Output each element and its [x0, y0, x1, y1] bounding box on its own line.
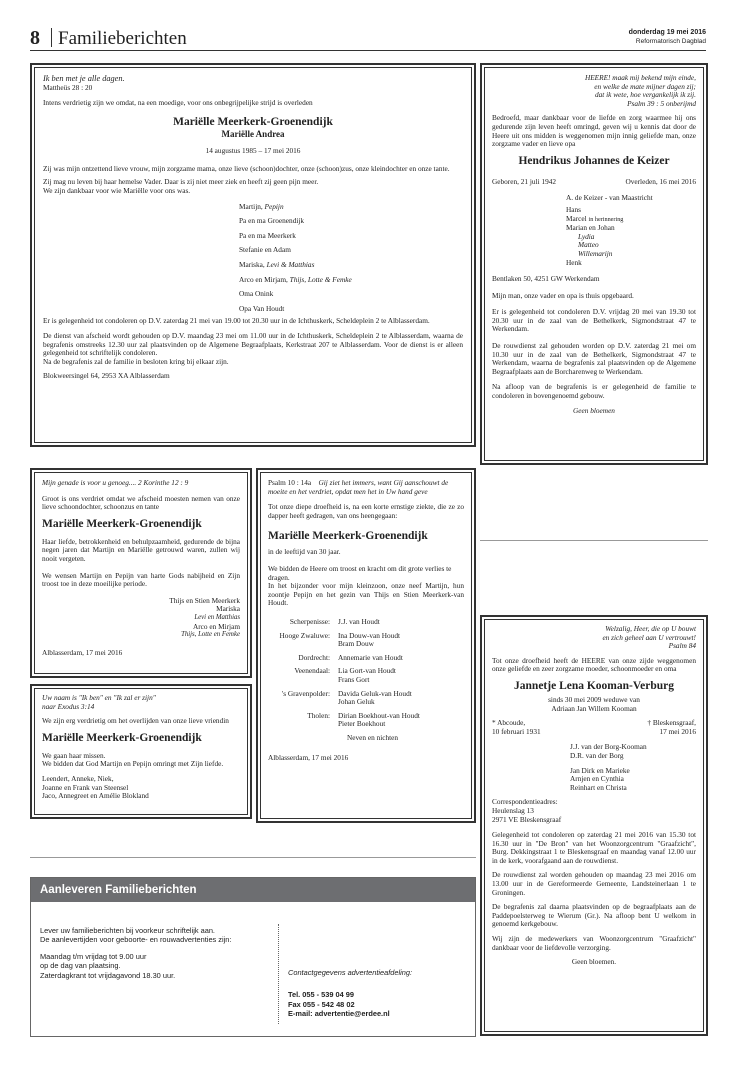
- death-notice-marielle-inlaws: [30, 468, 252, 678]
- relative-row: [268, 654, 464, 663]
- info-line: op de dag van plaatsing.: [40, 961, 121, 971]
- intro-text: We zijn erg verdrietig om het overlijden van onze lieve vriendin: [42, 716, 229, 726]
- page-number: 8: [30, 27, 40, 49]
- signature-list: [42, 597, 240, 640]
- signature: Levi en Matthias: [194, 613, 240, 621]
- column-divider: [480, 540, 708, 541]
- deceased-name: Mariëlle Meerkerk-Groenendijk: [268, 530, 428, 543]
- intro-text: Bedroefd, maar dankbaar voor de liefde en zorg waarmee hij ons gedurende zijn leven heeft omringd, geven wij u kennis dat door de Heere uit ons midden is weggenomen mijn innig geliefde man, onze zorgzame vader en lieve opa: [492, 113, 696, 149]
- signature: Thijs en Stien Meerkerk: [169, 595, 240, 605]
- service-info: De rouwdienst zal gehouden worden op D.V. zaterdag 21 mei om 10.30 uur in de zaal van de Bethelkerk, Sigmondstraat 47 te Werkendam, waarna de begrafenis zal plaatsvinden op de Algemene Begraafplaats aan de Borcharenweg te Werkendam.: [492, 341, 696, 376]
- page-header: [30, 26, 706, 52]
- relative-place: Hooge Zwaluwe:: [279, 630, 330, 640]
- death-notice-marielle-relatives: [256, 468, 476, 823]
- condolence-info: Er is gelegenheid tot condoleren op D.V. zaterdag 21 mei van 19.00 tot 20.30 uur in de Ichthuskerk, Scheldeplein 2 te Alblasserdam.: [43, 316, 430, 326]
- signature: Mariska: [216, 604, 240, 614]
- column-divider: [30, 857, 476, 858]
- header-divider: [51, 28, 52, 47]
- text-paragraph: Zij mag nu leven bij haar hemelse Vader. Daar is zij niet meer ziek en heeft zij geen pijn meer.: [43, 177, 319, 187]
- family-member: Pa en ma Groenendijk: [239, 216, 305, 226]
- info-line: Maandag t/m vrijdag tot 9.00 uur: [40, 951, 147, 961]
- info-title: Aanleveren Familieberichten: [40, 884, 197, 896]
- relative-place: Dordrecht:: [298, 652, 330, 662]
- family-member: Reinhart en Christa: [570, 782, 627, 792]
- bible-quote: Mijn genade is voor u genoeg.... 2 Korinthe 12 : 9: [42, 478, 189, 487]
- deceased-name: Mariëlle Meerkerk-Groenendijk: [173, 116, 333, 129]
- closing-note: Geen bloemen: [573, 405, 615, 415]
- deceased-name: Hendrikus Johannes de Keizer: [518, 154, 670, 167]
- info-title-bar: [31, 878, 475, 902]
- header-date: donderdag 19 mei 2016: [628, 29, 706, 36]
- info-line: Lever uw familieberichten bij voorkeur schriftelijk aan.: [40, 926, 215, 935]
- bible-quote: HEERE! maak mij bekend mijn einde, en welke de mate mijner dagen zij; dat ik wete, hoe vergankelijk ik zij.: [584, 73, 696, 100]
- relative-row: [268, 667, 464, 684]
- intro-text: Tot onze diepe droefheid is, na een korte ernstige ziekte, die ze zo dapper heeft gedragen, van ons heengegaan:: [268, 502, 464, 520]
- section-title: Familieberichten: [58, 28, 187, 49]
- signature: Joanne en Frank van Steensel: [42, 782, 129, 792]
- bible-reference: Psalm 10 : 14a: [268, 478, 312, 487]
- bible-quote-block: [268, 479, 464, 496]
- widow: A. de Keizer - van Maastricht: [566, 193, 653, 203]
- bible-quote: Ik ben met je alle dagen.: [43, 74, 125, 83]
- contact-fax: Fax 055 - 542 48 02: [288, 999, 355, 1009]
- text-paragraph: We zijn dankbaar voor wie Mariëlle voor ons was.: [43, 185, 191, 195]
- family-member: Arnjen en Cynthia: [570, 774, 624, 784]
- info-line: Zaterdagkrant tot vrijdagavond 18.30 uur.: [40, 970, 176, 980]
- address: Blokweersingel 64, 2953 XA Alblasserdam: [43, 371, 170, 381]
- text-paragraph: We bidden dat God Martijn en Pepijn omringt met Zijn liefde.: [42, 759, 224, 769]
- family-member: Opa Van Houdt: [239, 303, 285, 313]
- service-info: De dienst van afscheid wordt gehouden op D.V. maandag 23 mei om 11.00 uur in de Ichthuskerk, Scheldeplein 2 te Alblasserdam, waarna de begrafenis omstreeks 12.30 uur zal plaatsvinden op de Algemene Begraafplaats, Kerkstraat 207 te Alblasserdam. Voor de dienst is er alleen gelegenheid tot schriftelijk condoleren.: [43, 330, 463, 358]
- text-paragraph: Zij was mijn ontzettend lieve vrouw, mijn zorgzame mama, onze lieve (schoon)dochter, onze (schoon)zus, onze kleindochter en onze tante.: [43, 163, 450, 173]
- signature: Thijs, Lotte en Femke: [181, 631, 240, 639]
- bible-reference: Psalm 39 : 5 onberijmd: [627, 98, 696, 108]
- relative-place: Tholen:: [307, 710, 330, 720]
- place-date: Alblasserdam, 17 mei 2016: [42, 647, 123, 657]
- birth-place: * Abcoude,: [492, 718, 526, 728]
- memorial-note: in herinnering: [588, 215, 624, 223]
- birth-date: 10 februari 1931: [492, 726, 541, 736]
- grandchild: Lydia: [578, 231, 595, 241]
- correspondence-label: Correspondentieadres:: [492, 797, 558, 807]
- child: Marian en Johan: [566, 223, 615, 233]
- closing-note: Geen bloemen.: [571, 957, 617, 967]
- relative-names: Annemarie van Houdt: [338, 652, 403, 662]
- relative-row: [268, 712, 464, 729]
- text-paragraph: Mijn man, onze vader en opa is thuis opgebaard.: [492, 290, 634, 300]
- condolence-info: Gelegenheid tot condoleren op zaterdag 21 mei 2016 van 15.30 tot 16.30 uur in "De Bron" van het Woonzorgcentrum "Graafzicht", Burg. Dekkingstraat 1 te Bleskensgraaf en maandag vanaf 12.00 uur in de kerk, voorafgaand aan de rouwdienst.: [492, 830, 696, 865]
- header-paper: Reformatorisch Dagblad: [635, 38, 706, 45]
- relative-place: Scherpenisse:: [289, 616, 330, 626]
- death-notice-marielle-friends: [30, 684, 252, 819]
- deceased-name: Mariëlle Meerkerk-Groenendijk: [42, 517, 202, 530]
- death-notice-jannetje: [480, 615, 708, 1036]
- text-paragraph: We wensen Martijn en Pepijn van harte Gods nabijheid en Zijn troost toe in deze moeilijke periode.: [42, 570, 240, 589]
- death-date: 17 mei 2016: [659, 726, 696, 736]
- relative-names: Davida Geluk-van Houdt Johan Geluk: [338, 688, 412, 707]
- info-divider: [278, 924, 279, 1024]
- contact-phone[interactable]: Tel. 055 - 539 04 99: [288, 990, 355, 1000]
- death-notice-hendrikus: [480, 63, 708, 465]
- death-notice-marielle-family: [30, 63, 476, 447]
- place-date: Alblasserdam, 17 mei 2016: [268, 753, 349, 763]
- grandchild: Willemarijn: [578, 248, 613, 258]
- family-member-children: Pepijn: [264, 201, 284, 211]
- family-member-children: Levi & Matthias: [266, 259, 315, 269]
- condolence-info: Er is gelegenheid tot condoleren D.V. vrijdag 20 mei van 19.30 tot 20.30 uur in de zaal van de Bethelkerk, Sigmondstraat 47 te Werkendam.: [492, 307, 696, 334]
- relative-names: Lia Gort-van Houdt Frans Gort: [338, 666, 396, 684]
- child: Marcel: [566, 213, 587, 223]
- child: Henk: [566, 257, 582, 267]
- intro-text: Intens verdrietig zijn we omdat, na een moedige, voor ons onbegrijpelijke strijd is overleden: [43, 97, 313, 107]
- family-member: Pa en ma Meerkerk: [239, 230, 296, 240]
- birth-date: Geboren, 21 juli 1942: [492, 176, 557, 186]
- family-info: Na de begrafenis zal de familie in besloten kring bij elkaar zijn.: [43, 356, 229, 366]
- family-member: Jan Dirk en Marieke: [570, 765, 630, 775]
- relatives-list: [268, 618, 464, 729]
- grandchild: Matteo: [578, 240, 599, 250]
- relative-row: [268, 618, 464, 627]
- deceased-given-names: Mariëlle Andrea: [221, 129, 285, 140]
- death-place: † Bleskensgraaf,: [647, 718, 696, 728]
- signature: Leendert, Anneke, Niek,: [42, 773, 114, 783]
- info-line: De aanlevertijden voor geboorte- en rouwadvertenties zijn:: [40, 935, 232, 945]
- signature: Jaco, Annegreet en Amélie Blokland: [42, 791, 149, 801]
- thanks-note: Wij zijn de medewerkers van Woonzorgcentrum "Graafzicht" dankbaar voor de liefdevolle verzorging.: [492, 934, 696, 952]
- relative-names: J.J. van Houdt: [338, 616, 380, 626]
- relative-place: 's Gravenpolder:: [281, 688, 330, 698]
- child: Hans: [566, 204, 581, 214]
- bible-reference: Mattheüs 28 : 20: [43, 83, 93, 92]
- bible-quote: Welzalig, Heer, die op U bouwt en zich geheel aan U vertrouwt!: [602, 624, 696, 642]
- text-paragraph: We bidden de Heere om troost en kracht om dit grote verlies te dragen.: [268, 563, 452, 582]
- intro-text: Tot onze droefheid heeft de HEERE van onze zijde weggenomen onze geliefde en zeer zorgzame moeder, schoonmoeder en oma: [492, 655, 696, 674]
- deceased-name: Mariëlle Meerkerk-Groenendijk: [42, 731, 202, 744]
- bible-reference: naar Exodus 3:14: [42, 701, 95, 711]
- children-list: [492, 206, 696, 267]
- life-dates: 14 augustus 1985 – 17 mei 2016: [205, 146, 301, 156]
- address: Bentlaken 50, 4251 GW Werkendam: [492, 274, 600, 284]
- service-info: De rouwdienst zal worden gehouden op maandag 23 mei 2016 om 13.00 uur in de Gereformeerde Gemeente, Landsteinerlaan 1 te Groningen.: [492, 870, 696, 897]
- burial-info: De begrafenis zal daarna plaatsvinden op de begraafplaats aan de Paddepoelsterweg te Wierum (Gr.). Na afloop bent U welkom in genoemd kerkgebouw.: [492, 902, 696, 929]
- header-rule: [30, 50, 706, 51]
- correspondence-postcode: 2971 VE Bleskensgraaf: [492, 814, 562, 824]
- family-member-children: Thijs, Lotte & Femke: [289, 274, 352, 284]
- family-member: Arco en Mirjam,: [239, 274, 288, 284]
- bible-quote: Uw naam is "Ik ben" en "Ik zal er zijn": [42, 693, 156, 702]
- relative-row: [268, 690, 464, 707]
- family-list: [43, 203, 463, 314]
- family-member: Mariska,: [239, 259, 265, 269]
- relative-place: Veenendaal:: [294, 666, 330, 676]
- text-paragraph: In het bijzonder voor mijn kleinzoon, onze neef Martijn, hun zoontje Pepijn en het gezin van Thijs en Stien Meerkerk-van Houdt.: [268, 581, 464, 608]
- family-member: D.R. van der Borg: [570, 750, 624, 760]
- family-member: Oma Onink: [239, 289, 274, 299]
- family-member: Martijn,: [239, 201, 263, 211]
- contact-email[interactable]: E-mail: advertentie@erdee.nl: [288, 1009, 390, 1019]
- correspondence-street: Heulenslag 13: [492, 805, 534, 815]
- bible-quote: Gij ziet het immers, want Gij aanschouwt de moeite en het verdriet, opdat men het in Uw hand geve: [268, 478, 449, 496]
- text-paragraph: We gaan haar missen.: [42, 750, 106, 760]
- signature: Arco en Mirjam: [192, 621, 240, 631]
- relative-row: [268, 632, 464, 649]
- intro-text: Groot is ons verdriet omdat we afscheid moesten nemen van onze lieve schoondochter, schoonzus en tante: [42, 493, 240, 512]
- text-paragraph: Na afloop van de begrafenis is er gelegenheid de familie te condoleren in bovengenoemd gebouw.: [492, 382, 696, 401]
- text-paragraph: Haar liefde, betrokkenheid en behulpzaamheid, gedurende de bijna negen jaren dat Martijn en Mariëlle getrouwd waren, zullen wij nooit vergeten.: [42, 536, 240, 563]
- family-member: J.J. van der Borg-Kooman: [570, 742, 647, 752]
- info-right-column: [288, 968, 468, 1019]
- bible-reference: Psalm 84: [668, 641, 696, 651]
- death-date: Overleden, 16 mei 2016: [625, 176, 696, 186]
- contact-title: Contactgegevens advertentieafdeling:: [288, 968, 413, 977]
- submission-info-box: [30, 877, 476, 1037]
- relative-names: Ina Douw-van Houdt Bram Douw: [338, 630, 401, 649]
- age: in de leeftijd van 30 jaar.: [268, 547, 341, 557]
- widow-of: sinds 30 mei 2009 weduwe van: [548, 694, 640, 704]
- deceased-name: Jannetje Lena Kooman-Verburg: [514, 679, 674, 692]
- family-list: [492, 743, 696, 792]
- info-left-column: [40, 926, 280, 980]
- husband-name: Adriaan Jan Willem Kooman: [551, 703, 637, 713]
- family-member: Stefanie en Adam: [239, 245, 291, 255]
- relative-names: Dirian Boekhout-van Houdt Pieter Boekhout: [338, 710, 420, 729]
- cousins: Neven en nichten: [347, 732, 399, 742]
